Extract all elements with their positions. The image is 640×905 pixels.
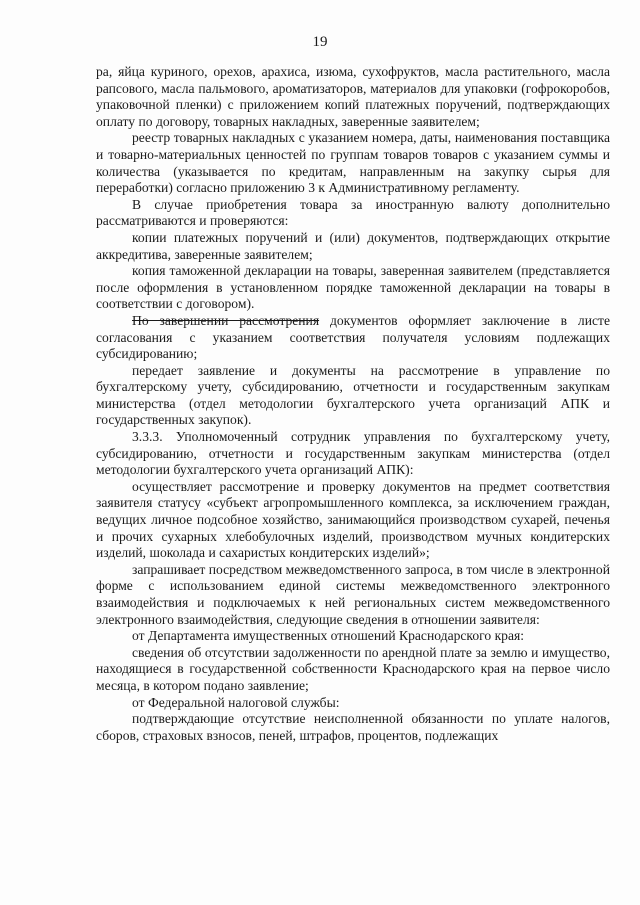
paragraph-continuation: ра, яйца куриного, орехов, арахиса, изюма, сухофруктов, масла растительного, масла рапсового, масла пальмового, ароматизаторов, материалов для упаковки (гофрокоробов, упаковочной пленки) с приложением копий платежных поручений, подтверждающих оплату по договору, товарных накладных, заверенные заявителем; <box>96 64 610 129</box>
paragraph-payment-orders: копии платежных поручений и (или) документов, подтверждающих открытие аккредитива, заверенные заявителем; <box>96 229 610 262</box>
paragraph-transfer-documents: передает заявление и документы на рассмотрение в управление по бухгалтерскому учету, субсидированию, отчетности и государственным закупкам министерства (отдел методологии бухгалтерского учета организаций АПК и государственных закупок). <box>96 362 610 428</box>
paragraph-invoice-register: реестр товарных накладных с указанием номера, даты, наименования поставщика и товарно-материальных ценностей по группам товаров товаров с указанием суммы и количества (указывается по кредитам, направленным на закупку сырья для переработки) согласно приложению 3 к Административному регламенту. <box>96 130 610 196</box>
paragraph-customs-declaration: копия таможенной декларации на товары, заверенная заявителем (представляется после оформления в установленном порядке таможенной декларации на товары в соответствии с договором). <box>96 263 610 312</box>
paragraph-section-3-3-3: 3.3.3. Уполномоченный сотрудник управления по бухгалтерскому учету, субсидированию, отчетности и государственным закупкам министерства (отдел методологии бухгалтерского учета организаций АПК): <box>96 429 610 478</box>
paragraph-property-department: от Департамента имущественных отношений Краснодарского края: <box>132 628 525 644</box>
paragraph-tax-obligations: подтверждающие отсутствие неисполненной обязанности по уплате налогов, сборов, страховых взносов, пеней, штрафов, процентов, подлежащих <box>96 711 610 743</box>
paragraph-interagency-request: запрашивает посредством межведомственного запроса, в том числе в электронной форме с использованием единой системы межведомственного электронного взаимодействия и подключаемых к ней региональных систем межведомственного электронного взаимодействия, следующие сведения в отношении заявителя: <box>96 561 610 627</box>
paragraph-conclusion-text: документов оформляет заключение в листе согласования с указанием соответствия получателя условиям подлежащих субсидированию; <box>96 312 610 362</box>
paragraph-conclusion <box>96 313 610 363</box>
paragraph-foreign-currency: В случае приобретения товара за иностранную валюту дополнительно рассматриваются и проверяются: <box>96 196 610 229</box>
paragraph-tax-service: от Федеральной налоговой службы: <box>132 694 340 710</box>
document-body <box>96 64 610 744</box>
page-number: 19 <box>312 34 328 50</box>
paragraph-status-check: осуществляет рассмотрение и проверку документов на предмет соответствия заявителя статусу «субъект агропромышленного комплекса, за исключением граждан, ведущих личное подсобное хозяйство, занимающийся производством сухарей, печенья и прочих сухарных хлебобулочных изделий, производством мучных кондитерских изделий, шоколада и сахаристых кондитерских изделий»; <box>96 478 610 561</box>
paragraph-rent-debt: сведения об отсутствии задолженности по арендной плате за землю и имущество, находящиеся в государственной собственности Краснодарского края на первое число месяца, в котором подано заявление; <box>96 644 610 693</box>
struck-text: По завершении рассмотрения <box>132 312 320 328</box>
